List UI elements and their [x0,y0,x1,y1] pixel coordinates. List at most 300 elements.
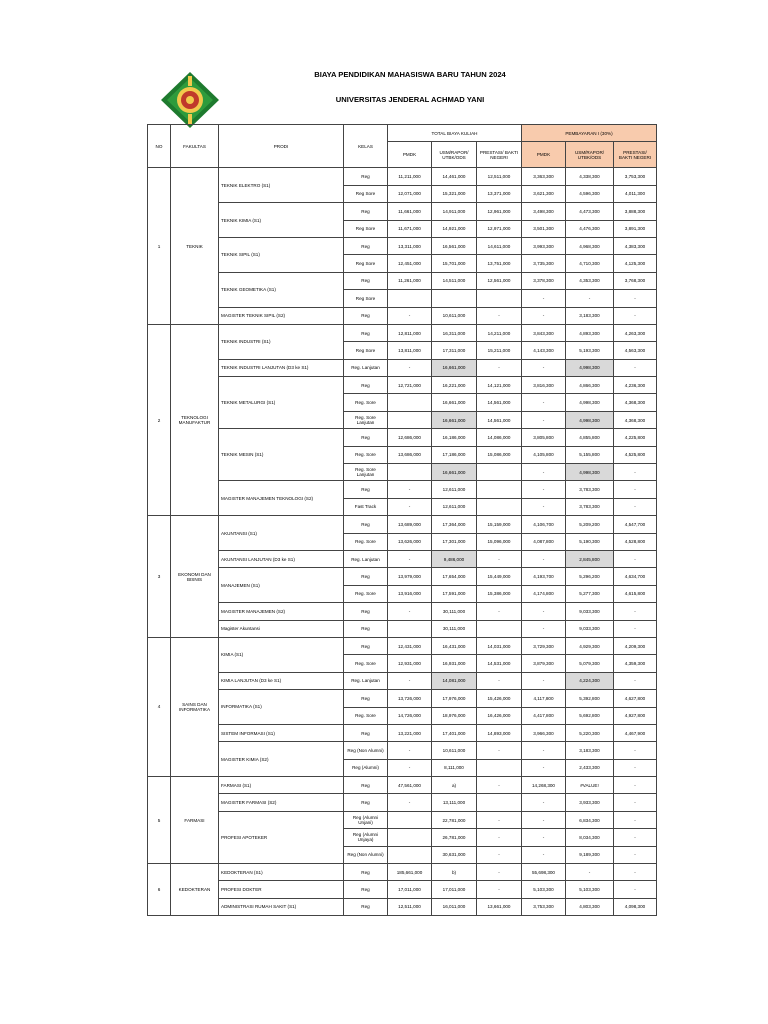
usm-payment-cell: 5,190,300 [566,533,614,550]
pmdk-payment-cell: 3,501,300 [522,220,566,237]
prestasi-payment-cell: 4,525,800 [614,446,657,463]
pmdk-payment-cell: 4,193,700 [522,568,566,585]
usm-payment-cell: - [566,864,614,881]
page-subtitle: UNIVERSITAS JENDERAL ACHMAD YANI [335,95,485,104]
pmdk-total-cell [388,464,432,481]
usm-total-cell: 17,311,000 [432,342,477,359]
pmdk-payment-cell: - [522,464,566,481]
usm-payment-cell: 6,834,300 [566,811,614,828]
pmdk-payment-cell: - [522,359,566,376]
pmdk-payment-cell: - [522,672,566,689]
pmdk-payment-cell: 3,993,300 [522,237,566,254]
prestasi-payment-cell: 4,236,300 [614,377,657,394]
prestasi-payment-cell: - [614,290,657,307]
usm-total-cell: 16,011,000 [432,898,477,915]
pmdk-payment-cell: - [522,620,566,637]
usm-total-cell: 12,611,000 [432,481,477,498]
table-row [148,794,657,811]
table-row [148,637,657,654]
prodi-name: TEKNIK GEOMETIKA (S1) [219,272,344,307]
header-kelas: KELAS [344,125,388,168]
prestasi-total-cell: 14,031,000 [477,637,522,654]
kelas-cell: Reg. Sore Lanjutan [344,411,388,428]
usm-payment-cell: 4,338,300 [566,168,614,185]
pmdk-total-cell: 11,661,000 [388,203,432,220]
prestasi-total-cell: - [477,864,522,881]
pmdk-total-cell: 12,431,000 [388,637,432,654]
usm-total-cell: 15,321,000 [432,185,477,202]
prodi-name: TEKNIK INDUSTRI (S1) [219,324,344,359]
table-row [148,516,657,533]
prestasi-total-cell [477,759,522,776]
kelas-cell: Reg. Sore [344,707,388,724]
pmdk-payment-cell: 3,363,300 [522,168,566,185]
kelas-cell: Reg. Lanjutan [344,550,388,567]
usm-payment-cell: 5,209,200 [566,516,614,533]
faculty-name: TEKNIK [171,168,219,325]
prestasi-payment-cell: - [614,777,657,794]
faculty-no: 6 [148,864,171,916]
prodi-name: MANAJEMEN (S1) [219,568,344,603]
pmdk-total-cell: - [388,550,432,567]
pmdk-total-cell: 13,979,000 [388,568,432,585]
pmdk-total-cell: 17,011,000 [388,881,432,898]
prestasi-payment-cell: - [614,464,657,481]
kelas-cell: Reg [344,568,388,585]
kelas-cell: Reg [344,429,388,446]
prestasi-total-cell: 15,086,000 [477,446,522,463]
prestasi-payment-cell: - [614,498,657,515]
prestasi-payment-cell: - [614,672,657,689]
header-usm-pay: USM/RAPOR/ UTBK/ODS [566,142,614,168]
kelas-cell: Reg Sore [344,185,388,202]
pmdk-payment-cell: - [522,794,566,811]
header-no: NO [148,125,171,168]
prestasi-payment-cell: - [614,620,657,637]
header-pmdk-pay: PMDK [522,142,566,168]
usm-payment-cell: 4,803,300 [566,898,614,915]
pmdk-payment-cell: 4,117,800 [522,690,566,707]
faculty-no: 2 [148,324,171,515]
kelas-cell: Reg [344,777,388,794]
usm-total-cell: 13,111,000 [432,794,477,811]
prodi-name: MAGISTER MANAJEMEN TEKNOLOGI (S2) [219,481,344,516]
prestasi-payment-cell: - [614,481,657,498]
pmdk-total-cell: 47,561,000 [388,777,432,794]
usm-payment-cell: 3,183,300 [566,742,614,759]
pmdk-total-cell: - [388,794,432,811]
prestasi-payment-cell: 3,768,300 [614,272,657,289]
pmdk-payment-cell: 3,816,300 [522,377,566,394]
pmdk-total-cell: 11,671,000 [388,220,432,237]
pmdk-total-cell: 12,811,000 [388,324,432,341]
kelas-cell: Reg (Alumni Unjaya) [344,829,388,846]
kelas-cell: Reg Sore [344,220,388,237]
kelas-cell: Reg [344,620,388,637]
table-row [148,603,657,620]
table-row [148,237,657,254]
kelas-cell: Reg [344,690,388,707]
pmdk-total-cell: - [388,481,432,498]
prestasi-payment-cell: - [614,794,657,811]
prestasi-payment-cell: 3,753,300 [614,168,657,185]
usm-total-cell: 17,301,000 [432,533,477,550]
pmdk-payment-cell: 3,729,300 [522,637,566,654]
prestasi-total-cell: - [477,672,522,689]
pmdk-total-cell: 13,221,000 [388,724,432,741]
usm-payment-cell: 2,433,300 [566,759,614,776]
usm-payment-cell: - [566,290,614,307]
pmdk-payment-cell: 55,698,300 [522,864,566,881]
table-row [148,881,657,898]
pmdk-payment-cell: - [522,307,566,324]
prestasi-payment-cell: - [614,846,657,863]
prodi-name: MAGISTER MANAJEMEN (S2) [219,603,344,620]
usm-total-cell: 17,591,000 [432,585,477,602]
pmdk-total-cell: 13,311,000 [388,237,432,254]
kelas-cell: Reg Sore [344,342,388,359]
usm-total-cell: 14,921,000 [432,220,477,237]
pmdk-total-cell: 12,686,000 [388,429,432,446]
kelas-cell: Fast Track [344,498,388,515]
pmdk-total-cell [388,290,432,307]
usm-total-cell: 14,461,000 [432,168,477,185]
prestasi-total-cell: 14,561,000 [477,394,522,411]
usm-total-cell: 16,931,000 [432,655,477,672]
prestasi-total-cell: 14,086,000 [477,429,522,446]
prodi-name: TEKNIK MESIN (S1) [219,429,344,481]
pmdk-payment-cell: 3,498,300 [522,203,566,220]
table-row [148,811,657,828]
usm-total-cell: 16,661,000 [432,411,477,428]
usm-total-cell: 18,976,000 [432,707,477,724]
usm-payment-cell: 4,476,300 [566,220,614,237]
header-prodi: PRODI [219,125,344,168]
usm-payment-cell: 2,845,800 [566,550,614,567]
pmdk-total-cell: 11,211,000 [388,168,432,185]
prestasi-total-cell [477,290,522,307]
prodi-name: PROFESI DOKTER [219,881,344,898]
pmdk-total-cell [388,394,432,411]
pmdk-payment-cell: 3,735,300 [522,255,566,272]
prodi-name: PROFESI APOTEKER [219,811,344,863]
pmdk-payment-cell: 4,417,800 [522,707,566,724]
prestasi-total-cell: 12,511,000 [477,168,522,185]
pmdk-total-cell: 13,916,000 [388,585,432,602]
usm-payment-cell: 9,189,300 [566,846,614,863]
kelas-cell: Reg [344,377,388,394]
pmdk-total-cell: - [388,359,432,376]
usm-total-cell: 9,486,000 [432,550,477,567]
pmdk-payment-cell: 4,106,700 [522,516,566,533]
kelas-cell: Reg (Non Alumni) [344,742,388,759]
faculty-no: 1 [148,168,171,325]
kelas-cell: Reg [344,272,388,289]
prestasi-payment-cell: 4,383,300 [614,237,657,254]
table-row [148,568,657,585]
prestasi-total-cell: 15,386,000 [477,585,522,602]
prestasi-total-cell: 13,751,000 [477,255,522,272]
table-row [148,864,657,881]
prestasi-payment-cell: - [614,811,657,828]
prestasi-total-cell: 14,611,000 [477,237,522,254]
prestasi-payment-cell: 4,125,300 [614,255,657,272]
faculty-name: TEKNOLOGI MANUFAKTUR [171,324,219,515]
pmdk-total-cell: 12,931,000 [388,655,432,672]
kelas-cell: Reg Sore [344,255,388,272]
usm-payment-cell: 4,596,300 [566,185,614,202]
prestasi-payment-cell: 4,209,300 [614,637,657,654]
usm-total-cell: 16,186,000 [432,429,477,446]
pmdk-payment-cell: 4,105,800 [522,446,566,463]
usm-total-cell: 16,221,000 [432,377,477,394]
table-row [148,777,657,794]
prestasi-total-cell [477,498,522,515]
pmdk-payment-cell: 3,805,800 [522,429,566,446]
usm-total-cell: 8,111,000 [432,759,477,776]
pmdk-total-cell: - [388,498,432,515]
table-row [148,429,657,446]
prodi-name: TEKNIK INDUSTRI LANJUTAN (D3 ke S1) [219,359,344,376]
kelas-cell: Reg. Sore [344,585,388,602]
pmdk-total-cell: 14,726,000 [388,707,432,724]
kelas-cell: Reg [344,603,388,620]
pmdk-total-cell: 12,721,000 [388,377,432,394]
usm-payment-cell: 5,155,800 [566,446,614,463]
kelas-cell: Reg [344,237,388,254]
pmdk-payment-cell: - [522,846,566,863]
prestasi-total-cell: 12,971,000 [477,220,522,237]
kelas-cell: Reg [344,724,388,741]
usm-total-cell: 17,401,000 [432,724,477,741]
kelas-cell: Reg (Alumni Unjani) [344,811,388,828]
table-row [148,377,657,394]
usm-total-cell: 14,911,000 [432,203,477,220]
header-total: TOTAL BIAYA KULIAH [388,125,522,142]
prodi-name: ADMINISTRASI RUMAH SAKIT (S1) [219,898,344,915]
pmdk-payment-cell: - [522,498,566,515]
faculty-no: 3 [148,516,171,638]
prestasi-total-cell: - [477,881,522,898]
usm-total-cell: 14,081,000 [432,672,477,689]
pmdk-payment-cell: 3,843,300 [522,324,566,341]
pmdk-total-cell: 185,661,000 [388,864,432,881]
pmdk-total-cell: - [388,742,432,759]
usm-payment-cell: 9,033,300 [566,603,614,620]
usm-payment-cell: 3,183,300 [566,307,614,324]
prestasi-total-cell: 12,561,000 [477,272,522,289]
usm-payment-cell: 5,277,300 [566,585,614,602]
table-row [148,550,657,567]
pmdk-payment-cell: - [522,829,566,846]
usm-payment-cell: 5,103,300 [566,881,614,898]
prestasi-payment-cell: 4,098,300 [614,898,657,915]
prestasi-payment-cell: - [614,550,657,567]
kelas-cell: Reg. Sore [344,446,388,463]
usm-payment-cell: 4,224,300 [566,672,614,689]
faculty-no: 4 [148,637,171,776]
prestasi-payment-cell: 4,563,300 [614,342,657,359]
pmdk-payment-cell: 3,879,300 [522,655,566,672]
kelas-cell: Reg [344,864,388,881]
prestasi-payment-cell: - [614,881,657,898]
usm-payment-cell: 4,929,300 [566,637,614,654]
kelas-cell: Reg. Sore [344,655,388,672]
prestasi-payment-cell: - [614,742,657,759]
table-row [148,724,657,741]
pmdk-payment-cell: 4,087,800 [522,533,566,550]
usm-payment-cell: 8,034,300 [566,829,614,846]
prestasi-payment-cell: 4,634,700 [614,568,657,585]
pmdk-total-cell: - [388,307,432,324]
pmdk-payment-cell: - [522,290,566,307]
prestasi-payment-cell: 4,359,300 [614,655,657,672]
header-prestasi: PRESTASI/ BAKTI NEGERI [477,142,522,168]
table-row [148,742,657,759]
prestasi-total-cell [477,620,522,637]
usm-total-cell: 16,431,000 [432,637,477,654]
prestasi-payment-cell: - [614,603,657,620]
table-row [148,307,657,324]
usm-total-cell: 17,976,000 [432,690,477,707]
prestasi-payment-cell: 4,927,800 [614,707,657,724]
table-row [148,620,657,637]
prodi-name: MAGISTER KIMIA (S2) [219,742,344,777]
prodi-name: KEDOKTERAN (S1) [219,864,344,881]
usm-total-cell: 16,561,000 [432,237,477,254]
pmdk-payment-cell: - [522,394,566,411]
kelas-cell: Reg [344,881,388,898]
prestasi-total-cell [477,794,522,811]
prodi-name: KIMIA (S1) [219,637,344,672]
pmdk-payment-cell: - [522,759,566,776]
pmdk-payment-cell: 4,143,300 [522,342,566,359]
table-row [148,272,657,289]
prestasi-payment-cell: - [614,307,657,324]
usm-total-cell: 30,111,000 [432,603,477,620]
kelas-cell: Reg. Lanjutan [344,672,388,689]
prestasi-total-cell: 14,211,000 [477,324,522,341]
usm-total-cell: 16,661,000 [432,359,477,376]
pmdk-payment-cell: 4,174,800 [522,585,566,602]
kelas-cell: Reg [344,481,388,498]
usm-payment-cell: 3,933,300 [566,794,614,811]
prestasi-total-cell: 14,561,000 [477,411,522,428]
prodi-name: MAGISTER FARMASI (S2) [219,794,344,811]
kelas-cell: Reg. Sore [344,394,388,411]
pmdk-payment-cell: - [522,811,566,828]
prestasi-payment-cell: 4,528,800 [614,533,657,550]
prestasi-total-cell: - [477,307,522,324]
prestasi-total-cell: - [477,777,522,794]
usm-total-cell: 16,661,000 [432,394,477,411]
usm-total-cell: 16,661,000 [432,464,477,481]
prestasi-payment-cell: 4,627,800 [614,690,657,707]
prestasi-total-cell: - [477,603,522,620]
usm-payment-cell: 4,968,300 [566,237,614,254]
table-row [148,324,657,341]
prestasi-payment-cell: - [614,759,657,776]
usm-payment-cell: 4,710,300 [566,255,614,272]
pmdk-payment-cell: 5,103,300 [522,881,566,898]
usm-total-cell: 14,511,000 [432,272,477,289]
pmdk-payment-cell: - [522,550,566,567]
prestasi-payment-cell: 4,263,300 [614,324,657,341]
pmdk-total-cell: - [388,672,432,689]
pmdk-total-cell [388,411,432,428]
pmdk-payment-cell: 14,268,300 [522,777,566,794]
usm-payment-cell: 3,783,300 [566,481,614,498]
prestasi-total-cell: 15,426,000 [477,690,522,707]
kelas-cell: Reg [344,794,388,811]
prestasi-payment-cell: - [614,359,657,376]
header-prestasi-pay: PRESTASI/ BAKTI NEGERI [614,142,657,168]
usm-total-cell: 30,631,000 [432,846,477,863]
prodi-name: TEKNIK SIPIL (S1) [219,237,344,272]
usm-total-cell: 22,781,000 [432,811,477,828]
usm-total-cell: a) [432,777,477,794]
kelas-cell: Reg [344,637,388,654]
prestasi-total-cell: 13,371,000 [477,185,522,202]
usm-total-cell: 17,364,000 [432,516,477,533]
prestasi-total-cell: 13,661,000 [477,898,522,915]
kelas-cell: Reg Sore [344,290,388,307]
faculty-no: 5 [148,777,171,864]
usm-total-cell: b) [432,864,477,881]
prodi-name: AKUNTANSI (S1) [219,516,344,551]
faculty-name: FARMASI [171,777,219,864]
prestasi-total-cell: - [477,811,522,828]
pmdk-total-cell: 13,689,000 [388,516,432,533]
prestasi-total-cell: 12,961,000 [477,203,522,220]
prestasi-total-cell: - [477,846,522,863]
pmdk-payment-cell: - [522,411,566,428]
prestasi-total-cell: - [477,550,522,567]
usm-total-cell [432,290,477,307]
prodi-name: INFORMATIKA (S1) [219,690,344,725]
prodi-name: Magister Akuntansi [219,620,344,637]
header-pembayaran: PEMBAYARAN I (30%) [522,125,657,142]
usm-payment-cell: 5,296,200 [566,568,614,585]
prestasi-total-cell: 14,893,000 [477,724,522,741]
prodi-name: SISTEM INFORMASI (S1) [219,724,344,741]
usm-payment-cell: 5,079,300 [566,655,614,672]
usm-total-cell: 17,654,000 [432,568,477,585]
pmdk-total-cell [388,620,432,637]
usm-payment-cell: #VALUE! [566,777,614,794]
pmdk-total-cell: 13,686,000 [388,446,432,463]
pmdk-total-cell: 12,071,000 [388,185,432,202]
pmdk-total-cell [388,829,432,846]
pmdk-total-cell: 13,626,000 [388,533,432,550]
pmdk-total-cell: 12,451,000 [388,255,432,272]
usm-payment-cell: 4,998,300 [566,411,614,428]
kelas-cell: Reg. Sore [344,533,388,550]
university-logo [157,70,223,130]
usm-payment-cell: 4,998,300 [566,394,614,411]
table-row [148,481,657,498]
pmdk-total-cell: 11,261,000 [388,272,432,289]
usm-payment-cell: 4,893,300 [566,324,614,341]
prestasi-total-cell: 16,426,000 [477,707,522,724]
prestasi-total-cell: 14,531,000 [477,655,522,672]
kelas-cell: Reg [344,307,388,324]
prestasi-total-cell: - [477,742,522,759]
table-row [148,359,657,376]
header-fakultas: FAKULTAS [171,125,219,168]
prestasi-payment-cell: 4,615,800 [614,585,657,602]
pmdk-payment-cell: 3,621,300 [522,185,566,202]
